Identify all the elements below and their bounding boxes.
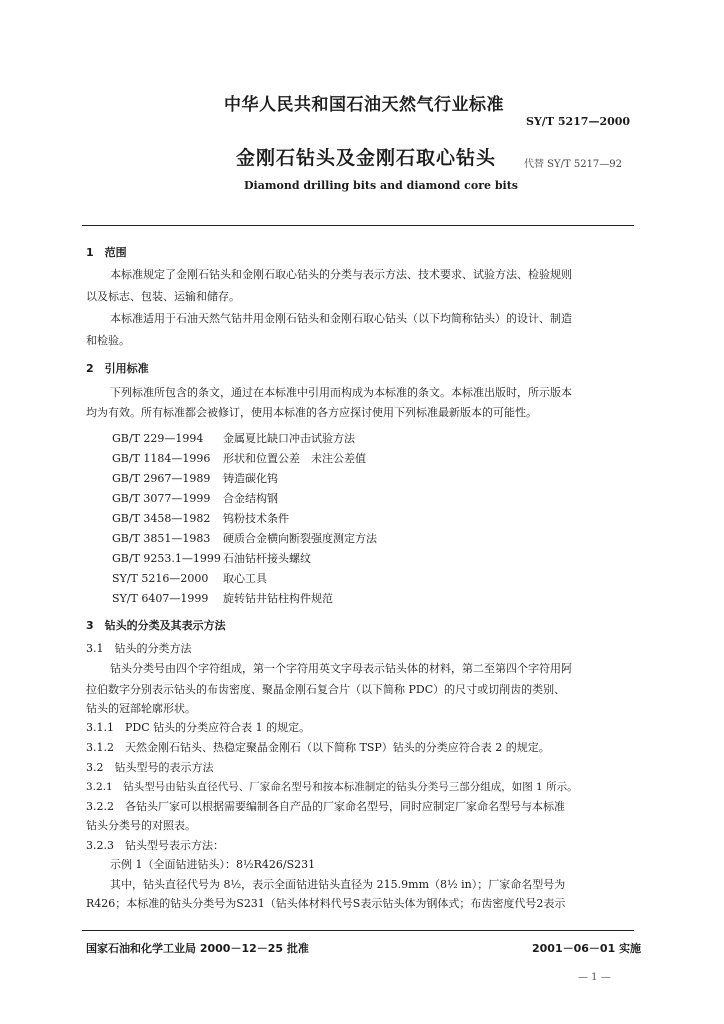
- clause-3-2-3: 3.2.3 钻头型号表示方法：: [86, 839, 224, 852]
- replaces-note: 代替 SY/T 5217—92: [524, 159, 623, 170]
- reference-title: 形状和位置公差 未注公差值: [223, 452, 366, 465]
- clause-3-2-2-line-1: 3.2.2 各钻头厂家可以根据需要编制各自产品的厂家命名型号，同时应制定厂家命名型号与本标准: [86, 800, 565, 813]
- clause-3-2-1: 3.2.1 钻头型号由钻头直径代号、厂家命名型号和按本标准制定的钻头分类号三部分组成，如图 1 所示。: [86, 781, 578, 793]
- clause-3-2-2-line-2: 钻头分类号的对照表。: [86, 819, 196, 832]
- clause-3-1-1: 3.1.1 PDC 钻头的分类应符合表 1 的规定。: [86, 721, 311, 734]
- reference-list-item: [112, 490, 278, 506]
- org-title: 中华人民共和国石油天然气行业标准: [224, 95, 504, 115]
- section-1-heading: 1 范围: [86, 246, 127, 259]
- approval-line: 国家石油和化学工业局 2000－12－25 批准: [86, 942, 309, 955]
- standard-number: SY/T 5217—2000: [526, 115, 631, 128]
- reference-list-item: [112, 470, 278, 486]
- header-divider: [82, 225, 634, 226]
- section-1-para-2-line-2: 和检验。: [86, 334, 130, 347]
- section-1-para-1-line-1: 本标准规定了金刚石钻头和金刚石取心钻头的分类与表示方法、技术要求、试验方法、检验规则: [110, 268, 572, 281]
- reference-title: 合金结构钢: [223, 492, 278, 505]
- reference-list-item: [112, 510, 289, 526]
- effective-date: 2001－06－01 实施: [532, 942, 642, 955]
- section-2-para-line-1: 下列标准所包含的条文，通过在本标准中引用而构成为本标准的条文。本标准出版时，所示版本: [110, 386, 572, 399]
- reference-code: GB/T 3458—1982: [112, 512, 211, 525]
- section-2-heading: 2 引用标准: [86, 362, 149, 375]
- subsection-3-1-para-line-1: 钻头分类号由四个字符组成，第一个字符用英文字母表示钻头体的材料，第二至第四个字符用阿: [110, 662, 572, 675]
- document-title: 金刚石钻头及金刚石取心钻头: [236, 147, 497, 169]
- reference-title: 钨粉技术条件: [223, 512, 289, 525]
- reference-list-item: [112, 530, 377, 546]
- reference-code: GB/T 2967—1989: [112, 472, 211, 485]
- reference-list-item: [112, 570, 267, 586]
- subsection-3-1-heading: 3.1 钻头的分类方法: [86, 642, 192, 655]
- reference-list-item: [112, 550, 311, 566]
- page-number: — 1 —: [578, 972, 611, 983]
- section-3-heading: 3 钻头的分类及其表示方法: [86, 619, 226, 632]
- footer-divider: [82, 930, 634, 931]
- reference-code: GB/T 229—1994: [112, 432, 204, 445]
- reference-code: GB/T 3851—1983: [112, 532, 211, 545]
- subsection-3-2-heading: 3.2 钻头型号的表示方法: [86, 761, 214, 774]
- reference-title: 旋转钻井钻柱构件规范: [223, 592, 333, 605]
- subsection-3-1-para-line-3: 钻头的冠部轮廓形状。: [86, 702, 196, 715]
- reference-list-item: [112, 430, 355, 446]
- section-1-para-2-line-1: 本标准适用于石油天然气钻井用金刚石钻头和金刚石取心钻头（以下均简称钻头）的设计、制造: [110, 312, 572, 325]
- section-2-para-line-2: 均为有效。所有标准都会被修订，使用本标准的各方应探讨使用下列标准最新版本的可能性。: [86, 406, 537, 419]
- example-explanation-line-2: R426；本标准的钻头分类号为S231（钻头体材料代号S表示钻头体为钢体式；布齿密度代号2表示: [86, 897, 566, 910]
- section-1-para-1-line-2: 以及标志、包装、运输和储存。: [86, 290, 240, 303]
- reference-list-item: [112, 450, 366, 466]
- reference-code: SY/T 6407—1999: [112, 592, 209, 605]
- reference-title: 金属夏比缺口冲击试验方法: [223, 432, 355, 445]
- example-explanation-line-1: 其中，钻头直径代号为 8½，表示全面钻进钻头直径为 215.9mm（8½ in）；厂家命名型号为: [110, 878, 566, 891]
- reference-title: 取心工具: [223, 572, 267, 585]
- reference-code: GB/T 3077—1999: [112, 492, 211, 505]
- example-1: 示例 1（全面钻进钻头）：8½R426/S231: [110, 858, 316, 871]
- reference-code: GB/T 9253.1—1999: [112, 552, 221, 565]
- english-title: Diamond drilling bits and diamond core bits: [244, 179, 518, 192]
- reference-list-item: [112, 590, 333, 606]
- clause-3-1-2: 3.1.2 天然金刚石钻头、热稳定聚晶金刚石（以下简称 TSP）钻头的分类应符合表 2 的规定。: [86, 741, 550, 754]
- reference-title: 石油钻杆接头螺纹: [223, 552, 311, 565]
- reference-code: SY/T 5216—2000: [112, 572, 209, 585]
- reference-code: GB/T 1184—1996: [112, 452, 211, 465]
- subsection-3-1-para-line-2: 拉伯数字分别表示钻头的布齿密度、聚晶金刚石复合片（以下简称 PDC）的尺寸或切削齿的类别、: [86, 683, 566, 696]
- reference-title: 硬质合金横向断裂强度测定方法: [223, 532, 377, 545]
- reference-title: 铸造碳化钨: [223, 472, 278, 485]
